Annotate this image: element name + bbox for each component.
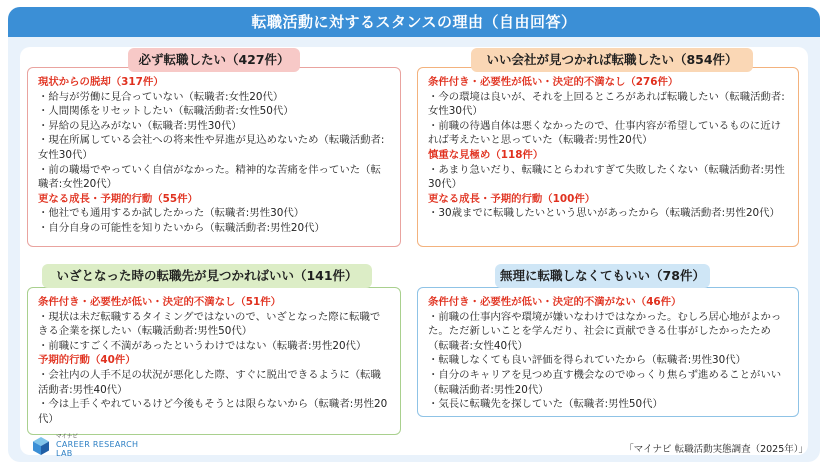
category-label: 現状からの脱却（317件） (38, 76, 164, 88)
list-item: ・現在所属している会社への将来性や昇進が見込めないため（転職活動者:女性30代） (38, 134, 385, 161)
career-research-lab-logo (30, 433, 138, 459)
box-if-good-company (417, 67, 799, 247)
list-item: ・今の環境は良いが、それを上回るところがあれば転職したい（転職活動者:女性30代） (428, 90, 785, 118)
list-item: ・転職しなくても良い評価を得られていたから（転職者:男性30代） (428, 354, 747, 367)
category-label: 条件付き・必要性が低い・決定的不満なし（276件） (428, 76, 679, 88)
category-label: 慎重な見極め（118件） (428, 148, 544, 161)
list-item: ・前職の仕事内容や環境が嫌いなわけではなかった。むしろ居心地がよかった。ただ新しいことを学んだり、社会に貢献できる仕事がしたかったため（転職者:女性40代） (428, 310, 782, 352)
list-item: ・前職の待遇自体は悪くなかったので、仕事内容が希望しているものに近ければ考えたいと思っていた（転職者:男性20代） (428, 119, 782, 147)
list-item: ・自分のキャリアを見つめ直す機会なのでゆっくり焦らず進めることがいい（転職活動者:男性20代） (428, 368, 782, 396)
list-item: ・あまり急いだり、転職にとらわれすぎて失敗したくない（転職活動者:男性30代） (428, 163, 785, 191)
box-must-change (27, 67, 401, 247)
list-item: ・前の職場でやっていく自信がなかった。精神的な苦痛を伴っていた（転職者:女性20代） (38, 163, 381, 191)
list-item: ・前職にすごく不満があったというわけではない（転職者:男性20代） (38, 339, 367, 352)
box-heading: 無理に転職しなくてもいい（78件） (495, 264, 710, 288)
list-item: ・今は上手くやれているけど今後もそうとは限らないから（転職者:男性20代） (38, 398, 388, 425)
list-item: ・現状は未だ転職するタイミングではないので、いざとなった際に転職できる企業を探したい（転職活動者:男性50代） (38, 310, 381, 338)
box-if-found-next (27, 287, 401, 435)
source-note: 「マイナビ 転職活動実態調査（2025年）」 (624, 444, 808, 455)
category-label: 条件付き・必要性が低い・決定的不満なし（51件） (38, 296, 282, 308)
list-item: ・人間関係をリセットしたい（転職活動者:女性50代） (38, 105, 294, 118)
box-no-need (417, 287, 799, 417)
category-label: 条件付き・必要性が低い・決定的不満がない（46件） (428, 296, 682, 308)
logo-main-text: CAREER RESEARCH (56, 440, 139, 449)
list-item: ・30歳までに転職したいという思いがあったから（転職活動者:男性20代） (428, 207, 780, 220)
cube-logo-icon (30, 435, 52, 457)
logo-main-text-2: LAB (56, 449, 73, 458)
logo-top-text: マイナビ (56, 434, 78, 440)
category-label: 更なる成長・予期的行動（55件） (38, 192, 198, 205)
category-label: 予期的行動（40件） (38, 354, 136, 367)
list-item: ・給与が労働に見合っていない（転職者:女性20代） (38, 90, 284, 103)
list-item: ・他社でも通用するか試したかった（転職者:男性30代） (38, 207, 305, 220)
category-label: 更なる成長・予期的行動（100件） (428, 192, 596, 205)
box-heading: いい会社が見つかれば転職したい（854件） (471, 48, 753, 72)
page-title: 転職活動に対するスタンスの理由（自由回答） (8, 7, 820, 37)
box-heading: 必ず転職したい（427件） (128, 48, 300, 72)
box-heading: いざとなった時の転職先が見つかればいい（141件） (42, 264, 372, 288)
list-item: ・昇給の見込みがない（転職者:男性30代） (38, 119, 242, 132)
list-item: ・自分自身の可能性を知りたいから（転職活動者:男性20代） (38, 221, 325, 234)
list-item: ・会社内の人手不足の状況が悪化した際、すぐに脱出できるように（転職活動者:男性40代） (38, 368, 381, 396)
list-item: ・気長に転職先を探していた（転職者:男性50代） (428, 398, 663, 411)
